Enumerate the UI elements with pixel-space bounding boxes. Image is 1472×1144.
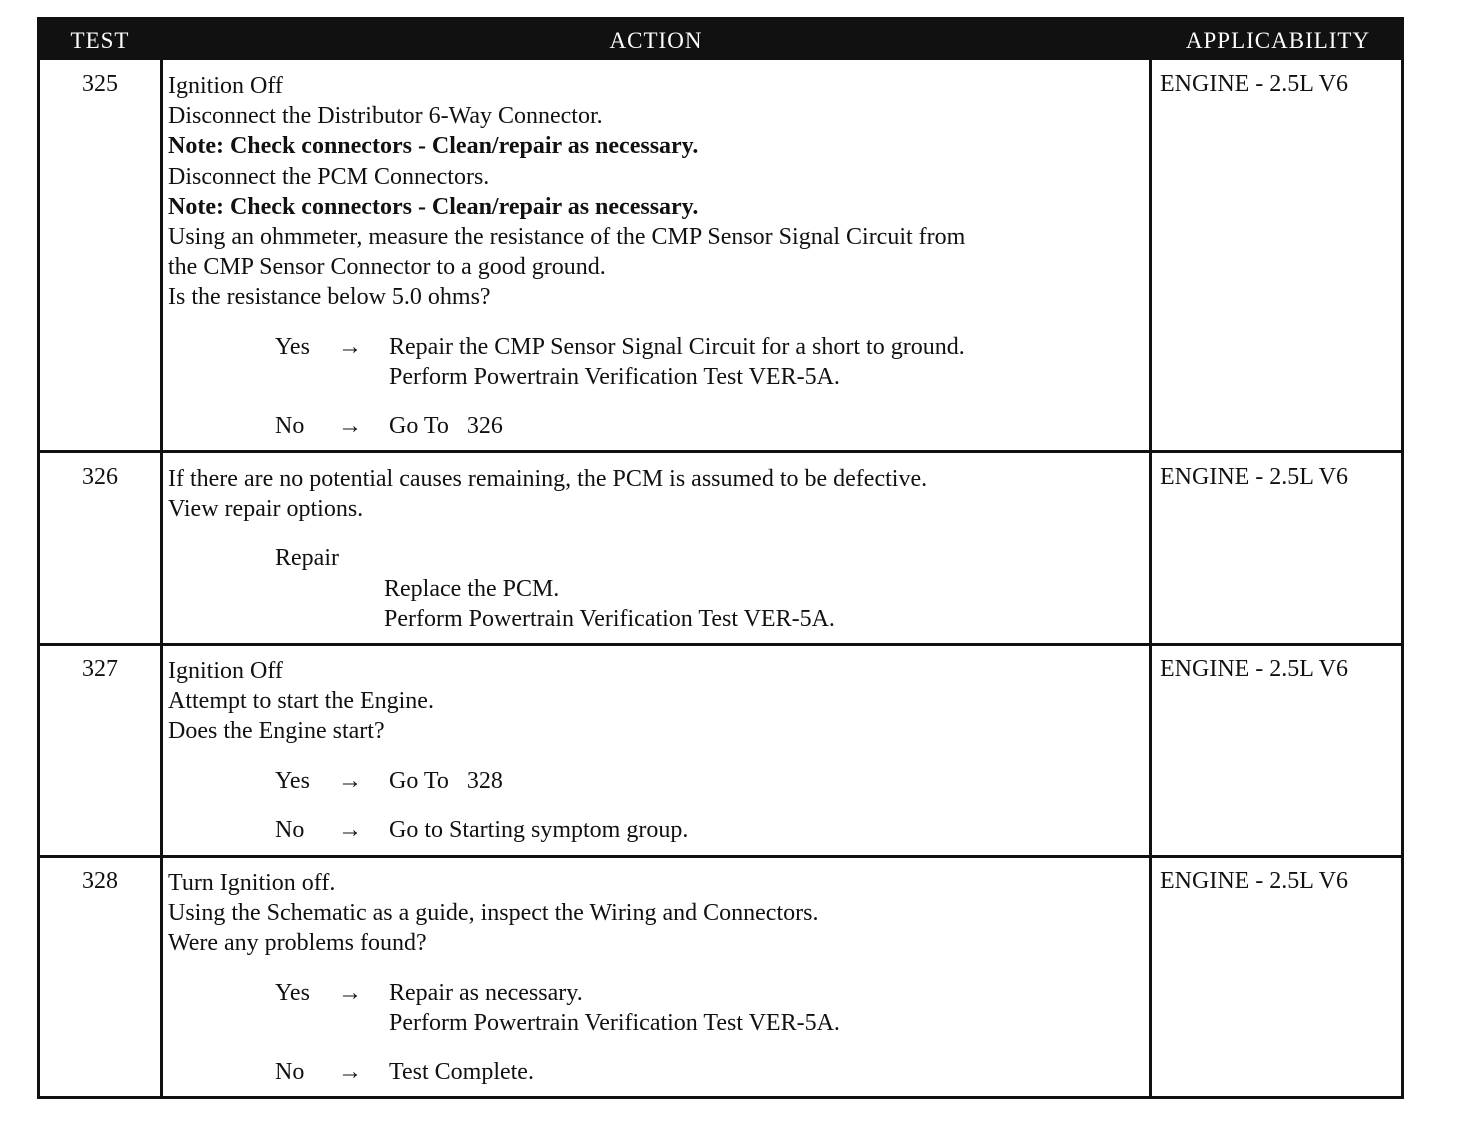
- test-number: 327: [82, 656, 118, 682]
- no-label: No: [275, 413, 305, 439]
- action-line: Using an ohmmeter, measure the resistance of the CMP Sensor Signal Circuit from: [168, 224, 966, 251]
- arrow-icon: →: [338, 413, 362, 439]
- no-result: Go To 326: [389, 413, 503, 439]
- diagnostic-test-table: [37, 17, 1404, 1099]
- no-result: Go to Starting symptom group.: [389, 816, 689, 843]
- test-number: 325: [82, 71, 118, 97]
- yes-option: [168, 332, 1148, 362]
- yes-label: Yes: [275, 979, 310, 1006]
- note-line: Note: Check connectors - Clean/repair as necessary.: [168, 193, 699, 220]
- action-cell: [168, 656, 1148, 845]
- action-line: Were any problems found?: [168, 930, 427, 957]
- yes-option: [168, 766, 1148, 796]
- test-number: 326: [82, 464, 118, 490]
- yes-label: Yes: [275, 333, 310, 360]
- no-option: [168, 1057, 1148, 1087]
- arrow-icon: →: [338, 333, 362, 360]
- action-line: Disconnect the Distributor 6-Way Connector.: [168, 103, 603, 130]
- action-line: Does the Engine start?: [168, 718, 385, 745]
- action-line: Is the resistance below 5.0 ohms?: [168, 284, 491, 311]
- action-line: Ignition Off: [168, 73, 283, 99]
- yes-result: Go To 328: [389, 767, 503, 794]
- column-divider: [1149, 60, 1152, 1096]
- row-divider: [40, 855, 1401, 858]
- no-label: No: [275, 816, 305, 843]
- arrow-icon: →: [338, 1058, 362, 1085]
- arrow-icon: →: [338, 816, 362, 843]
- action-line: the CMP Sensor Connector to a good ground.: [168, 254, 606, 281]
- repair-step: Perform Powertrain Verification Test VER-5A.: [384, 605, 835, 632]
- action-line: Turn Ignition off.: [168, 870, 336, 896]
- yes-result: Perform Powertrain Verification Test VER-5A.: [389, 1009, 840, 1036]
- yes-label: Yes: [275, 767, 310, 794]
- yes-option-continued: [168, 1008, 1148, 1038]
- header-test: TEST: [70, 28, 130, 53]
- arrow-icon: →: [338, 767, 362, 794]
- arrow-icon: →: [338, 979, 362, 1006]
- action-line: Ignition Off: [168, 658, 283, 684]
- repair-option: [168, 543, 1148, 573]
- action-line: Attempt to start the Engine.: [168, 688, 434, 715]
- action-cell: [168, 464, 1148, 634]
- table-header: [40, 20, 1401, 60]
- no-option: [168, 815, 1148, 845]
- yes-option: [168, 978, 1148, 1008]
- test-number: 328: [82, 868, 118, 894]
- column-divider: [160, 60, 163, 1096]
- action-line: If there are no potential causes remaining, the PCM is assumed to be defective.: [168, 466, 928, 492]
- action-cell: [168, 868, 1148, 1087]
- action-line: Disconnect the PCM Connectors.: [168, 163, 490, 190]
- applicability: ENGINE - 2.5L V6: [1160, 868, 1348, 894]
- row-divider: [40, 643, 1401, 646]
- no-option: [168, 411, 1148, 441]
- yes-result: Perform Powertrain Verification Test VER-5A.: [389, 363, 840, 390]
- applicability: ENGINE - 2.5L V6: [1160, 464, 1348, 490]
- action-cell: [168, 71, 1148, 441]
- repair-step: Replace the PCM.: [384, 575, 560, 602]
- action-line: Using the Schematic as a guide, inspect the Wiring and Connectors.: [168, 900, 819, 927]
- action-line: View repair options.: [168, 496, 364, 523]
- yes-result: Repair the CMP Sensor Signal Circuit for a short to ground.: [389, 333, 965, 360]
- no-result: Test Complete.: [389, 1058, 534, 1085]
- note-line: Note: Check connectors - Clean/repair as necessary.: [168, 133, 699, 160]
- repair-label: Repair: [275, 545, 339, 572]
- applicability: ENGINE - 2.5L V6: [1160, 656, 1348, 682]
- no-label: No: [275, 1058, 305, 1085]
- header-applicability: APPLICABILITY: [1185, 28, 1371, 53]
- applicability: ENGINE - 2.5L V6: [1160, 71, 1348, 97]
- row-divider: [40, 450, 1401, 453]
- yes-option-continued: [168, 362, 1148, 392]
- yes-result: Repair as necessary.: [389, 979, 583, 1006]
- header-action: ACTION: [609, 28, 703, 53]
